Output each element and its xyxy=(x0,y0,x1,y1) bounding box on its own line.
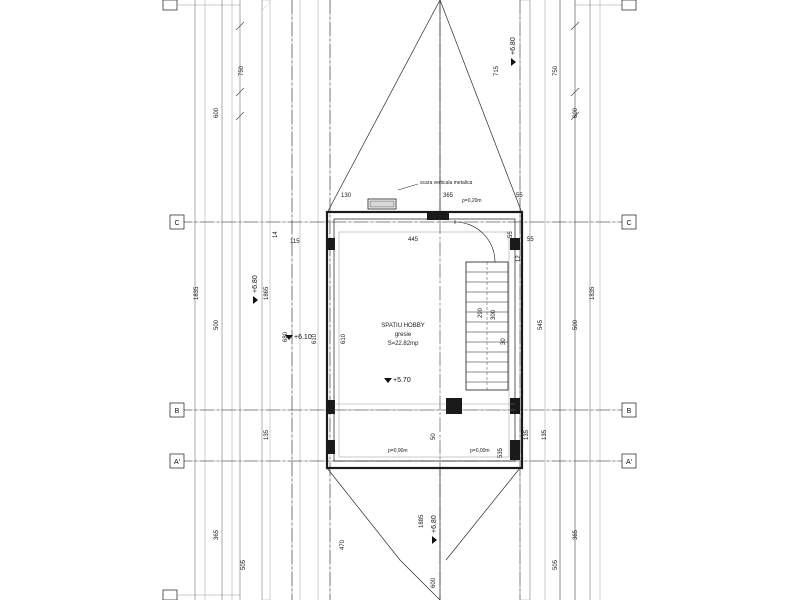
dim-inner-1865: 1865 xyxy=(264,286,270,300)
axis-label-a-right: A' xyxy=(625,459,633,466)
staircase xyxy=(466,262,508,390)
dim-plan-14: 14 xyxy=(273,231,279,238)
dim-inner-610b: 610 xyxy=(341,333,347,344)
axis-label-a-left: A' xyxy=(173,459,181,466)
dim-stair-290: 290 xyxy=(478,307,484,318)
dim-left-1835: 1835 xyxy=(194,286,200,300)
level-label-570: +5.70 xyxy=(393,377,411,384)
level-label-680-left: +6.80 xyxy=(252,275,259,293)
axis-label-b-right: B xyxy=(626,408,632,415)
dim-bottom-1885: 1885 xyxy=(419,514,425,528)
building-walls xyxy=(327,212,522,468)
axis-bubbles xyxy=(163,0,636,600)
dim-left-750: 750 xyxy=(239,65,245,76)
dim-right-600: 600 xyxy=(573,107,579,118)
slope-label-top: p=0,20m xyxy=(462,198,482,204)
axis-bubble-bottom-left xyxy=(163,590,177,600)
axis-bubble-b-left xyxy=(170,403,184,417)
axis-bubble-a-right xyxy=(622,454,636,468)
axis-center-lines xyxy=(178,0,632,600)
dim-left-365: 365 xyxy=(214,529,220,540)
room-finish: gresie xyxy=(394,332,412,338)
dim-inner-715: 715 xyxy=(494,65,500,76)
axis-bubble-b-right xyxy=(622,403,636,417)
dim-bottom-600: 600 xyxy=(431,577,437,588)
dim-right-1835: 1835 xyxy=(590,286,596,300)
axis-label-c-left: C xyxy=(174,220,180,227)
interior-partition-lines xyxy=(334,219,515,461)
door-swing-arc xyxy=(455,220,495,262)
level-label-680-bottom: +6.80 xyxy=(431,515,438,533)
dim-right-505: 505 xyxy=(553,559,559,570)
dim-left-column xyxy=(194,65,247,570)
dim-top-row xyxy=(341,193,523,199)
dim-right-365: 365 xyxy=(573,529,579,540)
slope-label-bottom-right: p=0,00m xyxy=(470,448,490,454)
axis-bubble-top-left xyxy=(163,0,177,10)
axis-bubble-a-left xyxy=(170,454,184,468)
dim-inner-545: 545 xyxy=(538,319,544,330)
dim-stairs xyxy=(478,307,507,345)
stair-note-leader xyxy=(398,184,418,190)
axis-bubble-top-right xyxy=(622,0,636,10)
dim-plan-55: 55 xyxy=(527,237,534,243)
dim-right-column xyxy=(553,65,596,570)
dim-plan-row xyxy=(273,231,534,262)
dim-left-505: 505 xyxy=(241,559,247,570)
room-name: SPATIU HOBBY xyxy=(381,323,425,329)
dim-left-600: 600 xyxy=(214,107,220,118)
dim-inner-left xyxy=(264,286,347,440)
wall-piers xyxy=(327,212,520,460)
dim-inner-680: 680 xyxy=(283,331,289,342)
dim-inner-610: 610 xyxy=(312,333,318,344)
slope-label-bottom-left: p=0,90m xyxy=(388,448,408,454)
roof-hatch-object xyxy=(368,199,396,209)
dim-inner-135a: 135 xyxy=(524,429,530,440)
dim-bottom xyxy=(340,433,504,588)
room-label-group xyxy=(381,323,424,347)
level-label-610: +6.10 xyxy=(294,334,312,341)
stair-note-text: scara verticala metalica xyxy=(420,180,473,186)
dim-right-750: 750 xyxy=(553,65,559,76)
room-area: S=22.82mp xyxy=(387,341,419,347)
grid-lines xyxy=(178,0,632,600)
dim-plan-115: 115 xyxy=(290,239,300,245)
dim-top-55: 55 xyxy=(516,193,523,199)
dim-left-500: 500 xyxy=(214,319,220,330)
dim-plan-12: 12 xyxy=(516,255,522,262)
axis-label-b-left: B xyxy=(174,408,180,415)
dim-misc-535: 535 xyxy=(498,447,504,458)
axis-bubble-c-left xyxy=(170,215,184,229)
dim-inner-135: 135 xyxy=(264,429,270,440)
dim-bottom-470: 470 xyxy=(340,539,346,550)
axis-label-c-right: C xyxy=(626,220,632,227)
dim-plan-445: 445 xyxy=(408,237,419,243)
dim-stair-300: 300 xyxy=(491,309,497,320)
level-label-680-right: +6.80 xyxy=(510,37,517,55)
dim-inner-135b: 135 xyxy=(542,429,548,440)
dim-plan-55b: 55 xyxy=(508,231,514,238)
roof-outline-bottom xyxy=(327,468,520,600)
dim-top-130: 130 xyxy=(341,193,352,199)
dim-top-365: 365 xyxy=(443,193,454,199)
dim-stair-30: 30 xyxy=(501,338,507,345)
dim-misc-50: 50 xyxy=(431,433,437,440)
dim-right-500: 500 xyxy=(573,319,579,330)
axis-bubble-c-right xyxy=(622,215,636,229)
